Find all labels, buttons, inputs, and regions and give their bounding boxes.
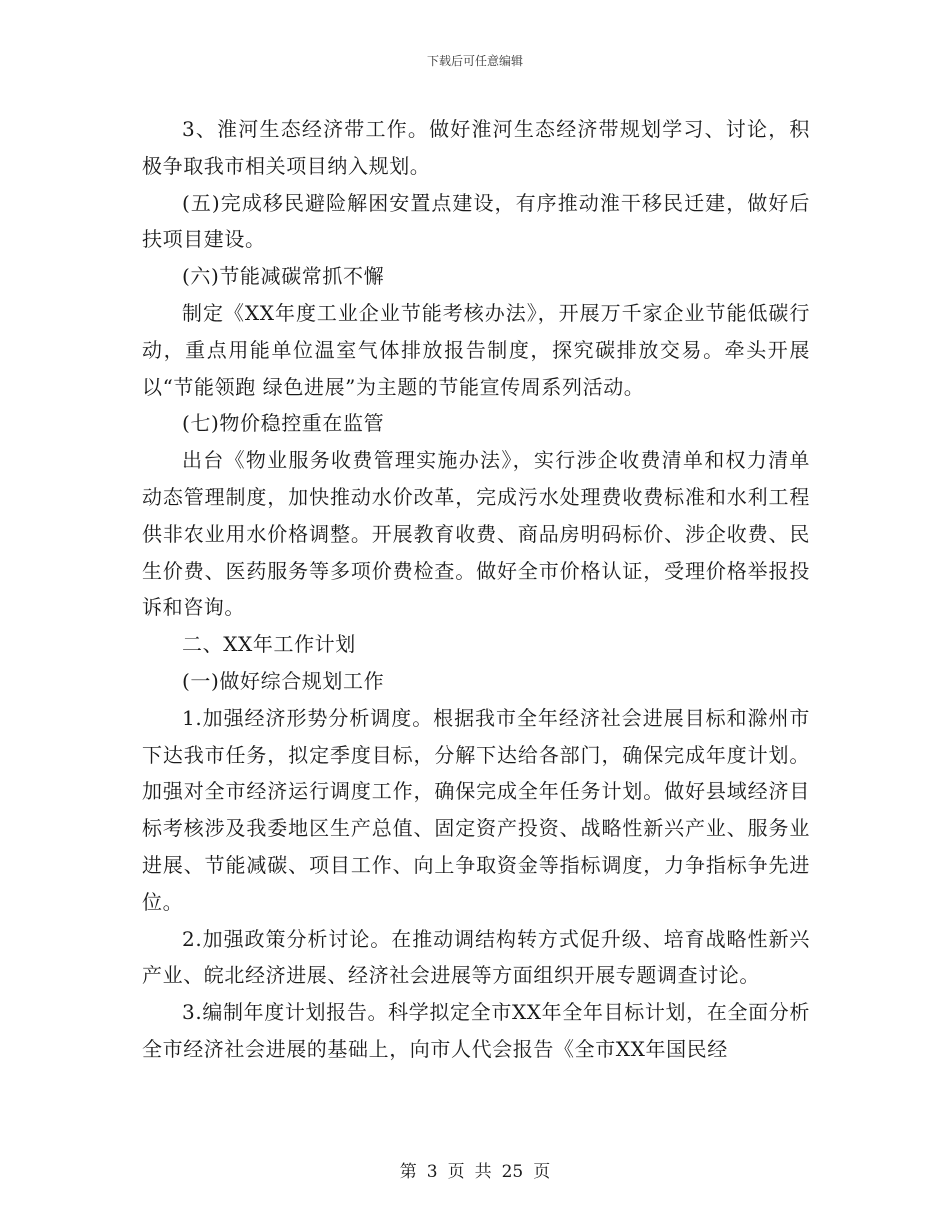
document-body [142,111,810,1068]
paragraph: 制定《XX年度工业企业节能考核办法》，开展万千家企业节能低碳行动，重点用能单位温室气体排放报告制度，探究碳排放交易。牵头开展以“节能领跑 绿色进展”为主题的节能宣传周系列活动。 [142,300,810,399]
paragraph: (五)完成移民避险解困安置点建设，有序推动淮干移民迁建，做好后扶项目建设。 [142,190,810,252]
footer-suffix: 页 [533,1162,551,1182]
footer-page-word: 页 [447,1162,465,1182]
paragraph: 3.编制年度计划报告。科学拟定全市XX年全年目标计划，在全面分析全市经济社会进展的基础上，向市人代会报告《全市XX年国民经 [142,1000,810,1061]
paragraph: 出台《物业服务收费管理实施办法》，实行涉企收费清单和权力清单动态管理制度，加快推动水价改革，完成污水处理费收费标准和水利工程供非农业用水价格调整。开展教育收费、商品房明码标价、涉企收费、民生价费、医药服务等多项价费检查。做好全市价格认证，受理价格举报投诉和咨询。 [142,448,810,620]
page-header: 下载后可任意编辑 [426,54,523,68]
paragraph: 3、淮河生态经济带工作。做好淮河生态经济带规划学习、讨论，积极争取我市相关项目纳入规划。 [142,117,810,178]
paragraph: 1.加强经济形势分析调度。根据我市全年经济社会进展目标和滁州市下达我市任务，拟定季度目标，分解下达给各部门，确保完成年度计划。加强对全市经济运行调度工作，确保完成全年任务计划。做好县域经济目标考核涉及我委地区生产总值、固定资产投资、战略性新兴产业、服务业进展、节能减碳、项目工作、向上争取资金等指标调度，力争指标争先进位。 [142,705,810,914]
footer-total-label: 共 [474,1162,492,1182]
paragraph: 2.加强政策分析讨论。在推动调结构转方式促升级、培育战略性新兴产业、皖北经济进展、经济社会进展等方面组织开展专题调查讨论。 [142,926,810,988]
current-page-number: 3 [426,1162,438,1182]
section-heading: (七)物价稳控重在监管 [182,411,385,436]
total-page-number: 25 [501,1162,524,1182]
section-heading: (六)节能减碳常抓不懈 [182,264,385,289]
section-heading: (一)做好综合规划工作 [182,668,385,693]
section-heading: 二、XX年工作计划 [182,632,356,657]
footer-prefix: 第 [399,1162,417,1182]
page-footer [0,1157,950,1182]
